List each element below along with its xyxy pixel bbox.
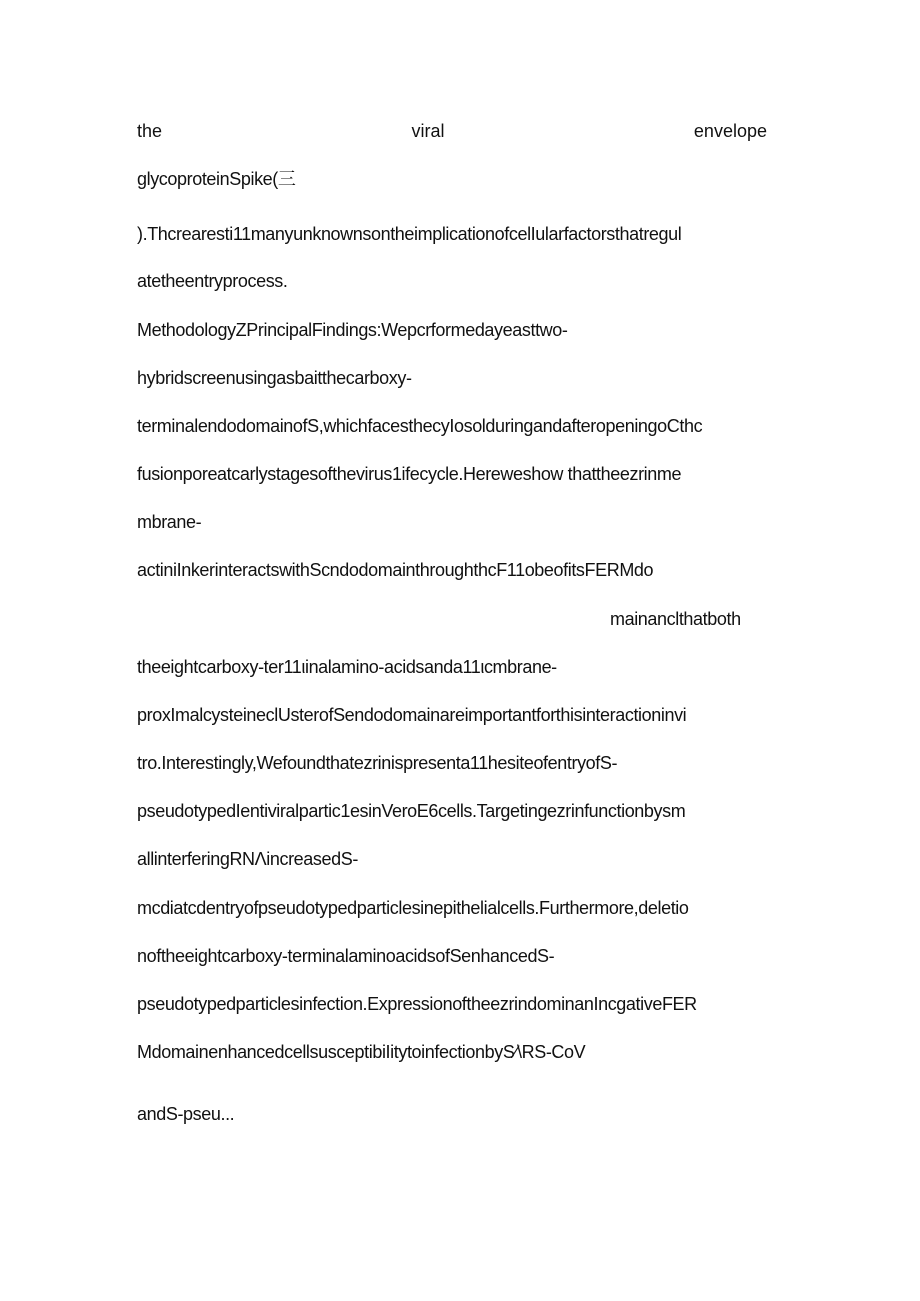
text-line: theeightcarboxy-ter11ιinalamino-acidsanda11ιcmbrane-	[137, 657, 557, 677]
text-line: fusionporeatcarlystagesofthevirus1ifecycle.Hereweshow thattheezrinme	[137, 464, 682, 484]
text-line: noftheeightcarboxy-terminalaminoacidsofSenhancedS-	[137, 946, 555, 966]
text-line: MethodologyZPrincipalFindings:Wepcrformedayeasttwo-	[137, 320, 568, 340]
text-line: allinterferingRNΛincreasedS-	[137, 849, 358, 869]
text-line: andS-pseu...	[137, 1104, 235, 1124]
text-line: mcdiatcdentryofpseudotypedparticlesinepithelialcells.Furthermore,deletio	[137, 898, 689, 918]
text-line: pseudotypedIentiviralpartic1esinVeroE6cells.Targetingezrinfunctionbysm	[137, 801, 686, 821]
text-line: ).Thcrearesti11manyunknownsontheimplicationofcelIularfactorsthatregul	[137, 224, 682, 244]
text-line: mainanclthatboth	[610, 609, 741, 629]
word-envelope: envelope	[693, 121, 767, 141]
text-line: mbrane-	[137, 512, 202, 532]
text-line: terminalendodomainofS,whichfacesthecyIosolduringandafteropeningoCthc	[137, 416, 703, 436]
text-line: atetheentryprocess.	[137, 271, 288, 291]
word-viral: viral	[411, 121, 445, 141]
text-line: hybridscreenusingasbaitthecarboxy-	[137, 368, 412, 388]
text-line: glycoproteinSpike(三	[137, 169, 296, 189]
text-line: actiniInkerinteractswithScndodomainthroughthcF11obeofitsFERMdo	[137, 560, 654, 580]
line-1	[137, 119, 767, 143]
text-line: tro.Interestingly,Wefoundthatezrinispresenta11hesiteofentryofS-	[137, 753, 618, 773]
word-the: the	[137, 121, 163, 141]
text-line: proxImalcysteineclUsterofSendodomainareimportantforthisinteractioninvi	[137, 705, 687, 725]
text-line: MdomainenhancedcellsusceptibiIitytoinfectionbyS∕\RS-CoV	[137, 1042, 586, 1062]
text-line: pseudotypedparticlesinfection.ExpressionoftheezrindominanIncgativeFER	[137, 994, 697, 1014]
